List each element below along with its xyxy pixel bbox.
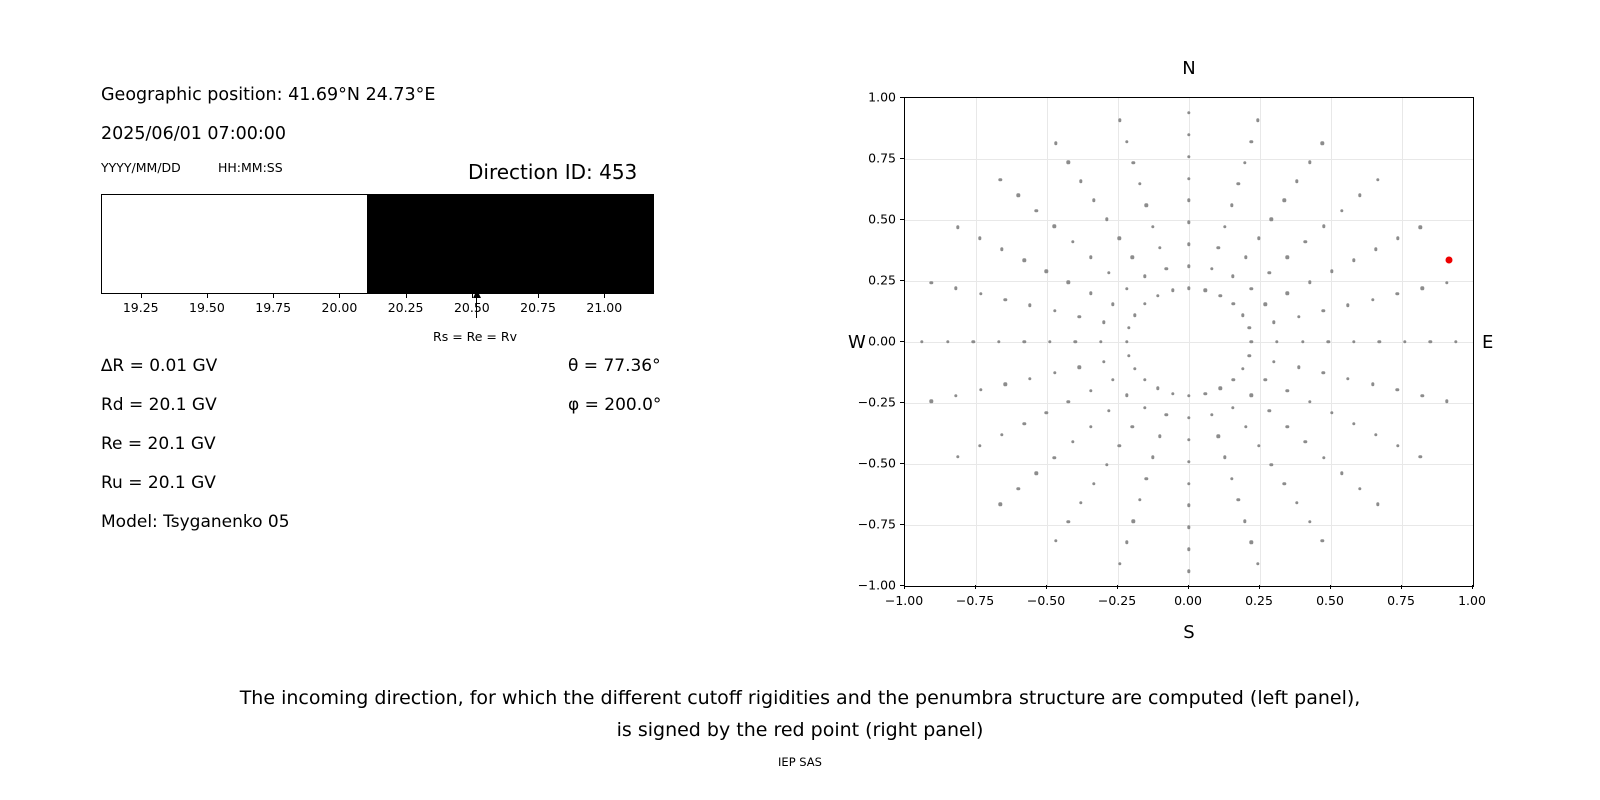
direction-point[interactable] xyxy=(1187,133,1190,136)
direction-point[interactable] xyxy=(1133,313,1136,316)
direction-point[interactable] xyxy=(979,292,982,295)
direction-point[interactable] xyxy=(1304,240,1307,243)
direction-point[interactable] xyxy=(956,455,959,458)
y-tick-label: 0.75 xyxy=(868,150,896,166)
direction-point[interactable] xyxy=(1396,388,1399,391)
direction-point[interactable] xyxy=(1272,360,1275,363)
direction-point[interactable] xyxy=(1074,340,1077,343)
direction-point[interactable] xyxy=(1004,298,1007,301)
direction-point[interactable] xyxy=(1187,177,1190,180)
direction-point[interactable] xyxy=(997,340,1000,343)
direction-point[interactable] xyxy=(1187,287,1190,290)
direction-point[interactable] xyxy=(1358,194,1361,197)
direction-point[interactable] xyxy=(1378,340,1381,343)
penumbra-tick-label: 19.75 xyxy=(255,300,292,315)
direction-point[interactable] xyxy=(1243,161,1246,164)
direction-point[interactable] xyxy=(1054,539,1057,542)
y-tick-label: 0.25 xyxy=(868,272,896,288)
direction-point[interactable] xyxy=(1374,248,1377,251)
direction-point[interactable] xyxy=(1127,354,1130,357)
direction-point[interactable] xyxy=(1145,204,1148,207)
direction-point[interactable] xyxy=(1131,519,1134,522)
direction-point[interactable] xyxy=(1217,246,1220,249)
direction-point[interactable] xyxy=(1330,270,1333,273)
rs-marker-label: Rs = Re = Rv xyxy=(433,329,517,344)
direction-point[interactable] xyxy=(1105,463,1108,466)
penumbra-tick-mark xyxy=(339,294,340,298)
penumbra-tick-mark xyxy=(207,294,208,298)
direction-point[interactable] xyxy=(954,287,957,290)
direction-point[interactable] xyxy=(1418,226,1421,229)
direction-point[interactable] xyxy=(1187,199,1190,202)
penumbra-structure-plot xyxy=(101,194,654,294)
direction-point[interactable] xyxy=(1187,526,1190,529)
direction-point[interactable] xyxy=(1376,178,1379,181)
y-tick-mark xyxy=(900,158,904,159)
x-tick-mark xyxy=(1401,585,1402,589)
direction-point[interactable] xyxy=(1352,259,1355,262)
direction-point[interactable] xyxy=(1217,435,1220,438)
time-format-label: HH:MM:SS xyxy=(218,160,283,175)
direction-point[interactable] xyxy=(1322,225,1325,228)
direction-point[interactable] xyxy=(1250,287,1253,290)
direction-point[interactable] xyxy=(1187,221,1190,224)
direction-point[interactable] xyxy=(1067,161,1070,164)
compass-south-label: S xyxy=(1183,622,1195,643)
penumbra-tick-label: 20.25 xyxy=(387,300,424,315)
direction-point[interactable] xyxy=(1297,366,1300,369)
direction-point[interactable] xyxy=(1286,389,1289,392)
direction-point[interactable] xyxy=(1125,541,1128,544)
direction-point[interactable] xyxy=(1352,422,1355,425)
direction-point[interactable] xyxy=(1297,315,1300,318)
direction-point[interactable] xyxy=(1187,265,1190,268)
direction-point[interactable] xyxy=(1429,340,1432,343)
penumbra-tick-mark xyxy=(141,294,142,298)
caption-line-2: is signed by the red point (right panel) xyxy=(616,719,984,742)
x-tick-label: 0.75 xyxy=(1387,593,1415,608)
direction-point[interactable] xyxy=(1210,413,1213,416)
direction-point[interactable] xyxy=(929,281,932,284)
direction-point[interactable] xyxy=(1017,194,1020,197)
gridline-horizontal xyxy=(905,464,1473,465)
direction-point[interactable] xyxy=(1125,340,1128,343)
gridline-horizontal xyxy=(905,403,1473,404)
direction-point[interactable] xyxy=(1187,570,1190,573)
direction-point[interactable] xyxy=(1219,294,1222,297)
direction-point[interactable] xyxy=(1143,406,1146,409)
direction-point[interactable] xyxy=(1089,425,1092,428)
direction-point[interactable] xyxy=(1374,433,1377,436)
compass-west-label: W xyxy=(848,332,866,353)
compass-north-label: N xyxy=(1182,58,1196,79)
direction-point[interactable] xyxy=(1054,142,1057,145)
direction-point[interactable] xyxy=(1282,199,1285,202)
direction-point[interactable] xyxy=(1264,302,1267,305)
compass-east-label: E xyxy=(1482,332,1494,353)
direction-point[interactable] xyxy=(1321,539,1324,542)
direction-point[interactable] xyxy=(1322,456,1325,459)
direction-point[interactable] xyxy=(1396,444,1399,447)
direction-point[interactable] xyxy=(1231,302,1234,305)
x-tick-label: −0.50 xyxy=(1026,593,1066,608)
direction-point[interactable] xyxy=(1165,267,1168,270)
direction-point[interactable] xyxy=(1286,291,1289,294)
direction-point[interactable] xyxy=(1241,313,1244,316)
direction-point[interactable] xyxy=(1187,482,1190,485)
y-tick-mark xyxy=(900,219,904,220)
direction-point[interactable] xyxy=(1138,182,1141,185)
direction-point[interactable] xyxy=(1107,409,1110,412)
direction-point[interactable] xyxy=(1156,387,1159,390)
direction-point[interactable] xyxy=(1270,463,1273,466)
direction-point[interactable] xyxy=(1023,259,1026,262)
direction-point[interactable] xyxy=(978,444,981,447)
direction-point[interactable] xyxy=(1231,406,1234,409)
direction-point[interactable] xyxy=(971,340,974,343)
x-tick-label: −0.75 xyxy=(955,593,995,608)
direction-point[interactable] xyxy=(1330,411,1333,414)
direction-point[interactable] xyxy=(1358,487,1361,490)
y-tick-label: 0.50 xyxy=(868,211,896,227)
direction-point[interactable] xyxy=(1295,180,1298,183)
direction-point[interactable] xyxy=(1304,440,1307,443)
direction-point[interactable] xyxy=(1295,501,1298,504)
direction-point[interactable] xyxy=(1223,456,1226,459)
direction-point[interactable] xyxy=(956,226,959,229)
direction-point[interactable] xyxy=(1346,304,1349,307)
direction-point[interactable] xyxy=(1053,371,1056,374)
y-tick-label: 0.00 xyxy=(868,333,896,349)
direction-point[interactable] xyxy=(1000,248,1003,251)
direction-point[interactable] xyxy=(1187,548,1190,551)
direction-point[interactable] xyxy=(1017,487,1020,490)
direction-point[interactable] xyxy=(920,340,923,343)
direction-point[interactable] xyxy=(978,237,981,240)
x-tick-label: 0.50 xyxy=(1316,593,1344,608)
direction-point[interactable] xyxy=(1187,243,1190,246)
direction-point[interactable] xyxy=(1092,199,1095,202)
direction-point[interactable] xyxy=(1143,302,1146,305)
direction-point[interactable] xyxy=(1219,387,1222,390)
direction-point[interactable] xyxy=(1130,425,1133,428)
direction-point[interactable] xyxy=(1023,340,1026,343)
y-tick-mark xyxy=(900,97,904,98)
y-tick-label: 1.00 xyxy=(868,89,896,105)
direction-point[interactable] xyxy=(1111,378,1114,381)
direction-point[interactable] xyxy=(1396,292,1399,295)
direction-point[interactable] xyxy=(1165,413,1168,416)
direction-point[interactable] xyxy=(1346,377,1349,380)
x-tick-label: −0.25 xyxy=(1097,593,1137,608)
direction-point[interactable] xyxy=(1237,498,1240,501)
direction-point[interactable] xyxy=(1028,304,1031,307)
direction-point[interactable] xyxy=(1326,340,1329,343)
right-panel xyxy=(820,0,1600,660)
y-tick-mark xyxy=(900,341,904,342)
direction-point[interactable] xyxy=(1125,287,1128,290)
direction-point[interactable] xyxy=(1250,340,1253,343)
date-format-label: YYYY/MM/DD xyxy=(101,160,181,175)
penumbra-tick-label: 20.50 xyxy=(453,300,490,315)
selected-direction-point[interactable] xyxy=(1445,257,1452,264)
direction-point[interactable] xyxy=(1244,256,1247,259)
direction-point[interactable] xyxy=(1000,433,1003,436)
direction-point[interactable] xyxy=(1067,520,1070,523)
direction-point[interactable] xyxy=(1268,409,1271,412)
direction-sky-map-plot xyxy=(904,97,1474,587)
direction-point[interactable] xyxy=(1089,256,1092,259)
direction-point[interactable] xyxy=(1078,315,1081,318)
direction-point[interactable] xyxy=(1322,371,1325,374)
x-tick-label: 0.25 xyxy=(1245,593,1273,608)
direction-point[interactable] xyxy=(1079,501,1082,504)
direction-point[interactable] xyxy=(1145,477,1148,480)
direction-point[interactable] xyxy=(1371,383,1374,386)
direction-point[interactable] xyxy=(1035,209,1038,212)
direction-point[interactable] xyxy=(1118,237,1121,240)
direction-point[interactable] xyxy=(1125,394,1128,397)
penumbra-tick-label: 19.50 xyxy=(189,300,225,315)
direction-point[interactable] xyxy=(1143,378,1146,381)
direction-point[interactable] xyxy=(1089,291,1092,294)
penumbra-band-forbidden xyxy=(367,195,653,293)
direction-point[interactable] xyxy=(1223,225,1226,228)
penumbra-axis xyxy=(101,294,654,344)
direction-point[interactable] xyxy=(1053,309,1056,312)
direction-id-label: Direction ID: 453 xyxy=(468,160,638,184)
footer-credit: IEP SAS xyxy=(778,755,822,769)
direction-point[interactable] xyxy=(1418,455,1421,458)
caption-line-1: The incoming direction, for which the different cutoff rigidities and the penumbra structure are computed (left panel), xyxy=(239,687,1361,709)
direction-point[interactable] xyxy=(1420,287,1423,290)
direction-point[interactable] xyxy=(1340,471,1343,474)
y-tick-mark xyxy=(900,585,904,586)
direction-point[interactable] xyxy=(1286,256,1289,259)
direction-point[interactable] xyxy=(1264,378,1267,381)
direction-point[interactable] xyxy=(1250,541,1253,544)
direction-point[interactable] xyxy=(1241,367,1244,370)
direction-point[interactable] xyxy=(1403,340,1406,343)
direction-point[interactable] xyxy=(1171,288,1174,291)
direction-point[interactable] xyxy=(1023,422,1026,425)
direction-point[interactable] xyxy=(1308,281,1311,284)
direction-point[interactable] xyxy=(1138,498,1141,501)
direction-point[interactable] xyxy=(1071,240,1074,243)
left-panel xyxy=(0,0,780,620)
direction-point[interactable] xyxy=(1125,140,1128,143)
penumbra-tick-mark xyxy=(472,294,473,298)
direction-point[interactable] xyxy=(1322,309,1325,312)
direction-point[interactable] xyxy=(1102,360,1105,363)
direction-point[interactable] xyxy=(1151,456,1154,459)
direction-point[interactable] xyxy=(999,178,1002,181)
direction-point[interactable] xyxy=(954,394,957,397)
direction-point[interactable] xyxy=(1078,366,1081,369)
stat-phi: φ = 200.0° xyxy=(568,395,662,415)
direction-point[interactable] xyxy=(1187,438,1190,441)
direction-point[interactable] xyxy=(1079,180,1082,183)
direction-point[interactable] xyxy=(1454,340,1457,343)
gridline-horizontal xyxy=(905,159,1473,160)
direction-point[interactable] xyxy=(999,502,1002,505)
direction-point[interactable] xyxy=(1133,367,1136,370)
stat-re: Re = 20.1 GV xyxy=(101,434,216,454)
geographic-position-text: Geographic position: 41.69°N 24.73°E xyxy=(101,85,436,105)
direction-point[interactable] xyxy=(1187,460,1190,463)
direction-point[interactable] xyxy=(1321,142,1324,145)
y-tick-label: −0.25 xyxy=(857,394,896,410)
direction-point[interactable] xyxy=(1237,182,1240,185)
direction-point[interactable] xyxy=(1102,321,1105,324)
direction-point[interactable] xyxy=(1187,394,1190,397)
y-tick-mark xyxy=(900,524,904,525)
direction-point[interactable] xyxy=(1131,161,1134,164)
direction-point[interactable] xyxy=(1268,271,1271,274)
direction-point[interactable] xyxy=(1118,444,1121,447)
direction-point[interactable] xyxy=(1230,477,1233,480)
gridline-horizontal xyxy=(905,281,1473,282)
direction-point[interactable] xyxy=(1111,302,1114,305)
figure-caption xyxy=(0,682,1600,747)
direction-point[interactable] xyxy=(1445,281,1448,284)
x-tick-mark xyxy=(1117,585,1118,589)
datetime-text: 2025/06/01 07:00:00 xyxy=(101,124,287,144)
stat-theta: θ = 77.36° xyxy=(568,356,661,376)
direction-point[interactable] xyxy=(1371,298,1374,301)
x-tick-mark xyxy=(1472,585,1473,589)
stat-model: Model: Tsyganenko 05 xyxy=(101,512,290,532)
direction-point[interactable] xyxy=(1067,281,1070,284)
direction-point[interactable] xyxy=(1004,383,1007,386)
direction-point[interactable] xyxy=(1187,416,1190,419)
direction-point[interactable] xyxy=(1127,326,1130,329)
direction-point[interactable] xyxy=(1158,435,1161,438)
direction-point[interactable] xyxy=(1272,321,1275,324)
penumbra-tick-label: 20.00 xyxy=(321,300,358,315)
x-tick-mark xyxy=(1046,585,1047,589)
direction-point[interactable] xyxy=(1340,209,1343,212)
direction-point[interactable] xyxy=(1156,294,1159,297)
penumbra-tick-mark xyxy=(273,294,274,298)
direction-point[interactable] xyxy=(1244,425,1247,428)
direction-point[interactable] xyxy=(1243,519,1246,522)
direction-point[interactable] xyxy=(1118,562,1121,565)
direction-point[interactable] xyxy=(1203,392,1206,395)
direction-point[interactable] xyxy=(1352,340,1355,343)
x-tick-label: −1.00 xyxy=(884,593,924,608)
penumbra-tick-mark xyxy=(604,294,605,298)
direction-point[interactable] xyxy=(1308,520,1311,523)
gridline-horizontal xyxy=(905,342,1473,343)
direction-point[interactable] xyxy=(1107,271,1110,274)
stat-ru: Ru = 20.1 GV xyxy=(101,473,216,493)
y-tick-label: −1.00 xyxy=(857,577,896,593)
y-tick-mark xyxy=(900,463,904,464)
direction-point[interactable] xyxy=(1420,394,1423,397)
penumbra-band-allowed xyxy=(102,195,367,293)
direction-point[interactable] xyxy=(1308,161,1311,164)
direction-point[interactable] xyxy=(1396,237,1399,240)
direction-point[interactable] xyxy=(1053,456,1056,459)
direction-point[interactable] xyxy=(1158,246,1161,249)
direction-point[interactable] xyxy=(1171,392,1174,395)
direction-point[interactable] xyxy=(1248,326,1251,329)
direction-point[interactable] xyxy=(1092,482,1095,485)
direction-point[interactable] xyxy=(1282,482,1285,485)
direction-point[interactable] xyxy=(1028,377,1031,380)
x-tick-label: 1.00 xyxy=(1458,593,1486,608)
y-tick-mark xyxy=(900,280,904,281)
direction-point[interactable] xyxy=(1099,340,1102,343)
direction-point[interactable] xyxy=(1231,378,1234,381)
direction-point[interactable] xyxy=(1248,354,1251,357)
direction-point[interactable] xyxy=(1035,471,1038,474)
direction-point[interactable] xyxy=(1130,256,1133,259)
x-tick-mark xyxy=(1188,585,1189,589)
direction-point[interactable] xyxy=(1143,275,1146,278)
direction-point[interactable] xyxy=(1203,288,1206,291)
direction-point[interactable] xyxy=(1187,504,1190,507)
direction-point[interactable] xyxy=(1089,389,1092,392)
penumbra-tick-label: 20.75 xyxy=(520,300,556,315)
x-tick-label: 0.00 xyxy=(1174,593,1202,608)
direction-point[interactable] xyxy=(1230,204,1233,207)
direction-point[interactable] xyxy=(1231,275,1234,278)
x-tick-mark xyxy=(904,585,905,589)
direction-point[interactable] xyxy=(1286,425,1289,428)
direction-point[interactable] xyxy=(946,340,949,343)
direction-point[interactable] xyxy=(1151,225,1154,228)
x-tick-mark xyxy=(975,585,976,589)
direction-point[interactable] xyxy=(1250,394,1253,397)
direction-point[interactable] xyxy=(1187,111,1190,114)
y-tick-label: −0.75 xyxy=(857,516,896,532)
direction-point[interactable] xyxy=(1250,140,1253,143)
direction-point[interactable] xyxy=(1210,267,1213,270)
x-tick-mark xyxy=(1259,585,1260,589)
direction-point[interactable] xyxy=(1187,155,1190,158)
direction-point[interactable] xyxy=(1071,440,1074,443)
direction-point[interactable] xyxy=(1301,340,1304,343)
penumbra-tick-label: 21.00 xyxy=(586,300,623,315)
direction-point[interactable] xyxy=(1118,119,1121,122)
direction-point[interactable] xyxy=(979,388,982,391)
x-tick-mark xyxy=(1330,585,1331,589)
y-tick-label: −0.50 xyxy=(857,455,896,471)
direction-point[interactable] xyxy=(1053,225,1056,228)
penumbra-tick-mark xyxy=(538,294,539,298)
penumbra-tick-mark xyxy=(406,294,407,298)
stat-rd: Rd = 20.1 GV xyxy=(101,395,217,415)
stat-delta-r: ∆R = 0.01 GV xyxy=(101,356,218,376)
penumbra-tick-label: 19.25 xyxy=(122,300,159,315)
direction-point[interactable] xyxy=(1048,340,1051,343)
y-tick-mark xyxy=(900,402,904,403)
direction-point[interactable] xyxy=(1275,340,1278,343)
direction-point[interactable] xyxy=(1376,502,1379,505)
